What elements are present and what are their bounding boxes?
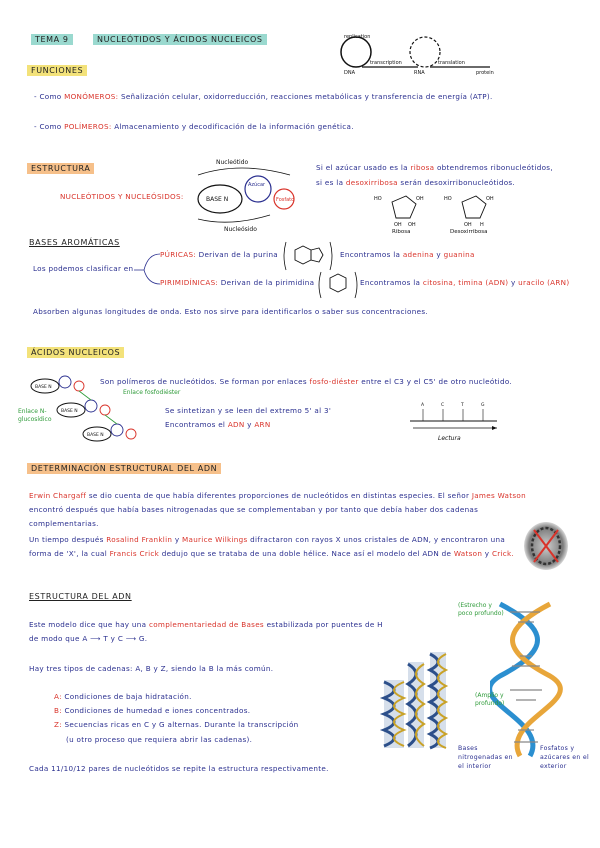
- absorb-text: Absorben algunas longitudes de onda. Esto nos sirve para identificarlos o saber sus concentraciones.: [33, 307, 428, 316]
- conjunction: y: [247, 420, 252, 429]
- determinacion-p1: [29, 489, 544, 531]
- p2-text-1: Un tiempo después: [29, 535, 107, 544]
- tipo-a-text: Condiciones de baja hidratación.: [64, 692, 192, 701]
- tipo-z-key: Z:: [54, 720, 62, 729]
- uracilo: uracilo (ARN): [518, 278, 570, 287]
- tema-label: TEMA 9: [31, 34, 73, 45]
- tipo-a: [54, 690, 192, 704]
- base-label: BASE N: [206, 196, 229, 203]
- surco-amplio-label: (Amplio y profundo): [475, 692, 505, 707]
- puricas-found: [340, 248, 600, 262]
- svg-text:OH: OH: [416, 196, 424, 202]
- funciones-line-2: [34, 120, 594, 134]
- helix-b: [408, 662, 424, 748]
- tipo-b-text: Condiciones de humedad e iones concentrados.: [64, 706, 251, 715]
- azucar-label: Azúcar: [248, 182, 266, 188]
- tipo-b-key: B:: [54, 706, 62, 715]
- cada-repeat: Cada 11/10/12 pares de nucleótidos se repite la estructura respectivamente.: [29, 764, 329, 773]
- pirim-found-a: Encontramos la: [360, 278, 421, 287]
- line-prefix: - Como: [34, 92, 62, 101]
- pirimidinicas-key: PIRIMIDÍNICAS:: [160, 278, 219, 287]
- adenina: adenina: [402, 250, 434, 259]
- funciones-line-1: [34, 90, 594, 104]
- bases-intro: Los podemos clasificar en: [33, 264, 134, 273]
- arn: ARN: [254, 420, 271, 429]
- pirimidinicas-text: Derivan de la pirimidina: [220, 278, 315, 287]
- seq-base-3: T: [461, 403, 464, 408]
- conjunction: y: [510, 278, 516, 287]
- watson: James Watson: [471, 491, 526, 500]
- sugar-shape: [245, 176, 271, 202]
- acidos-line-1: [100, 375, 595, 389]
- desoxirribosa-key: desoxirribosa: [345, 178, 398, 187]
- citosina: citosina,: [422, 278, 456, 287]
- acidos-line-2: Se sintetizan y se leen del extremo 5' al 3': [165, 406, 332, 415]
- pirimidinicas-found: [360, 276, 600, 290]
- funciones-heading: FUNCIONES: [27, 65, 87, 76]
- tipo-z: [54, 718, 354, 732]
- svg-text:OH: OH: [486, 196, 494, 202]
- base-t: T: [103, 634, 109, 643]
- tipos-cadenas: Hay tres tipos de cadenas: A, B y Z, siendo la B la más común.: [29, 664, 274, 673]
- deox-text-a: si es la: [316, 178, 344, 187]
- ribose-structure: [374, 196, 424, 234]
- fosfato-label: Fosfato: [276, 197, 295, 203]
- monomeros-text: Señalización celular, oxidorreducción, reacciones metabólicas y transferencia de energía (ATP).: [120, 92, 493, 101]
- crick: Francis Crick: [109, 549, 160, 558]
- double-helix-diagram: [490, 600, 570, 760]
- puricas-key: PÚRICAS:: [160, 250, 197, 259]
- xray-diffraction-photo: [522, 520, 570, 572]
- adn-line-1-b: estabilizada por puentes de H: [266, 620, 383, 629]
- pyrimidine-structure: [318, 270, 358, 300]
- adn: ADN: [227, 420, 245, 429]
- ribose-text-b: obtendremos ribonucleótidos,: [436, 163, 553, 172]
- lectura-label: Lectura: [438, 435, 461, 442]
- ribose-text-a: Si el azúcar usado es la: [316, 163, 408, 172]
- bases-heading: BASES AROMÁTICAS: [29, 238, 120, 247]
- helix-a: [384, 680, 404, 748]
- guanina: guanina: [443, 250, 475, 259]
- adn-line-2: de modo que A ⟶ T y C ⟶ G.: [29, 634, 148, 643]
- svg-text:HO: HO: [444, 196, 452, 202]
- svg-text:BASE N: BASE N: [87, 433, 104, 438]
- sugar-structures: [370, 190, 510, 234]
- p1-text-2: encontró después que había bases nitrogenadas que se complementaban y por tanto que debía haber dos cadenas complementarias.: [29, 505, 479, 528]
- bases-brace: [132, 250, 162, 290]
- enlace-fosfodiester-label: Enlace fosfodiéster: [123, 389, 181, 396]
- estructura-heading: ESTRUCTURA: [27, 163, 94, 174]
- adn-line-2-a: de modo que: [29, 634, 80, 643]
- adn-line-1: [29, 618, 449, 632]
- desoxirribosa-label: Desoxirribosa: [450, 229, 488, 234]
- bases-interior-label: Bases nitrogenadas en el interior: [458, 745, 513, 770]
- dna-label: DNA: [344, 70, 356, 76]
- adn-line-1-a: Este modelo dice que hay una: [29, 620, 147, 629]
- seq-base-2: C: [441, 403, 445, 408]
- svg-text:OH: OH: [464, 222, 472, 228]
- watson-2: Watson: [453, 549, 483, 558]
- deoxyribose-structure: [444, 196, 494, 234]
- replication-loop: [341, 37, 371, 67]
- wilkings: Maurice Wilkings: [181, 535, 248, 544]
- chargaff: Erwin Chargaff: [29, 491, 87, 500]
- line-prefix: - Como: [34, 122, 62, 131]
- tipo-z-text: Secuencias ricas en C y G alternas. Durante la transcripción: [64, 720, 299, 729]
- svg-text:BASE N: BASE N: [61, 409, 78, 414]
- replication-label: replication: [344, 34, 371, 40]
- dna-forms-images: [378, 650, 458, 750]
- helix-z: [430, 652, 446, 748]
- nucleotidos-nucleosidos-label: NUCLEÓTIDOS Y NUCLEÓSIDOS:: [60, 192, 184, 201]
- determinacion-heading: DETERMINACIÓN ESTRUCTURAL DEL ADN: [27, 463, 221, 474]
- svg-text:OH: OH: [408, 222, 416, 228]
- monomeros-key: MONÓMEROS:: [64, 92, 119, 101]
- complementariedad-key: complementariedad de Bases: [148, 620, 264, 629]
- determinacion-p2: [29, 533, 529, 561]
- seq-base-4: G: [481, 403, 485, 408]
- svg-text:HO: HO: [374, 196, 382, 202]
- fosfatos-exterior-label: Fosfatos y azúcares en el exterior: [540, 745, 589, 770]
- nucleotide-3: [83, 424, 136, 441]
- conjunction: y: [436, 250, 441, 259]
- svg-text:H: H: [480, 222, 484, 228]
- svg-text:OH: OH: [394, 222, 402, 228]
- p1-text-1: se dio cuenta de que había diferentes proporciones de nucleótidos en distintas especies. El señor: [86, 491, 472, 500]
- page-title: NUCLEÓTIDOS Y ÁCIDOS NUCLEICOS: [93, 34, 267, 45]
- pirimidinicas-line: [160, 276, 314, 290]
- puricas-text: Derivan de la purina: [198, 250, 279, 259]
- enlace-n-glucosidico-label: Enlace N-glucosídico: [18, 408, 52, 423]
- base-a: A: [82, 634, 88, 643]
- tipo-z-text-2: (u otro proceso que requiera abrir las cadenas).: [66, 735, 253, 744]
- timina: timina (ADN): [458, 278, 509, 287]
- acidos-line-3: [165, 418, 271, 432]
- deox-text-b: serán desoxirribonucleótidos.: [400, 178, 516, 187]
- nucleotide-2: [57, 400, 110, 417]
- protein-label: protein: [476, 70, 494, 76]
- estructura-adn-heading: ESTRUCTURA DEL ADN: [29, 592, 132, 601]
- acidos-line-3-a: Encontramos el: [165, 420, 226, 429]
- seq-base-1: A: [421, 403, 425, 408]
- ribose-line: [316, 161, 596, 175]
- conjunction: y: [110, 634, 116, 643]
- p2-text-3: difractaron con rayos X unos cristales de ADN, y encontraron una forma de 'X', la cual: [29, 535, 506, 558]
- nucleotide-diagram: [190, 155, 300, 233]
- purine-structure: [283, 240, 333, 272]
- base-g: G.: [138, 634, 148, 643]
- translation-label: translation: [438, 60, 465, 66]
- puricas-found-a: Encontramos la: [340, 250, 401, 259]
- nucleotido-label: Nucleótido: [216, 159, 249, 166]
- p2-text-5: y: [482, 549, 492, 558]
- base-c: C: [117, 634, 124, 643]
- fosfodiester-key: fosfo-diéster: [309, 377, 359, 386]
- svg-text:BASE N: BASE N: [35, 385, 52, 390]
- franklin: Rosalind Franklin: [106, 535, 173, 544]
- tipo-a-key: A:: [54, 692, 62, 701]
- transcription-label: transcription: [370, 60, 402, 66]
- p2-text-2: y: [172, 535, 182, 544]
- rna-label: RNA: [414, 70, 425, 76]
- acidos-line-1-b: entre el C3 y el C5' de otro nucleótido.: [361, 377, 512, 386]
- nucleosido-label: Nucleósido: [224, 226, 257, 233]
- reading-direction-diagram: [405, 395, 505, 445]
- ribosa-label: Ribosa: [392, 229, 411, 234]
- acidos-heading: ÁCIDOS NUCLEICOS: [27, 347, 124, 358]
- tipo-b: [54, 704, 250, 718]
- central-dogma-diagram: [330, 30, 590, 80]
- acidos-line-1-a: Son polímeros de nucleótidos. Se forman por enlaces: [100, 377, 307, 386]
- p2-text-4: dedujo que se trataba de una doble hélice. Nace así el modelo del ADN de: [159, 549, 454, 558]
- rna-loop: [410, 37, 440, 67]
- deoxyribose-line: [316, 176, 596, 190]
- polimeros-text: Almacenamiento y decodificación de la información genética.: [114, 122, 354, 131]
- nucleotide-1: [31, 376, 84, 393]
- ribosa-key: ribosa: [410, 163, 435, 172]
- polimeros-key: POLÍMEROS:: [64, 122, 112, 131]
- surco-estrecho-label: (Estrecho y poco profundo): [458, 602, 504, 617]
- crick-2: Crick.: [491, 549, 515, 558]
